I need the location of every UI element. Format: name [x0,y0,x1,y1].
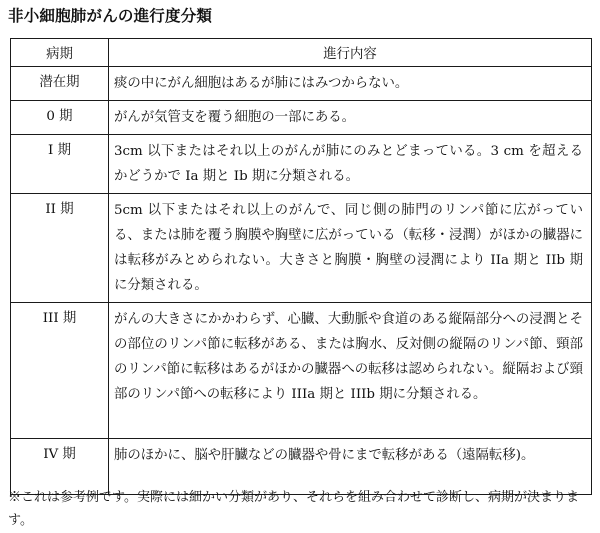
table-row [11,194,592,303]
description-cell: がんの大きさにかかわらず、心臓、大動脈や食道のある縦隔部分への浸潤とその部位のリンパ節に転移がある、または胸水、反対側の縦隔のリンパ節、頸部のリンパ節に転移はあるがほかの臓器への転移は認められない。縦隔および頸部のリンパ節への転移により IIIa 期と IIIb 期に分類される。 [109,303,592,439]
header-description: 進行内容 [109,39,592,67]
description-cell: 3cm 以下またはそれ以上のがんが肺にのみとどまっている。3 cm を超えるかどうかで Ia 期と Ib 期に分類される。 [109,135,592,194]
table-row [11,67,592,101]
table-row [11,303,592,439]
description-cell: 痰の中にがん細胞はあるが肺にはみつからない。 [109,67,592,101]
table-row [11,101,592,135]
stage-cell: IV 期 [11,439,109,495]
description-cell: がんが気管支を覆う細胞の一部にある。 [109,101,592,135]
table-row [11,135,592,194]
stage-cell: I 期 [11,135,109,194]
description-cell: 5cm 以下またはそれ以上のがんで、同じ側の肺門のリンパ節に広がっている、または肺を覆う胸膜や胸壁に広がっている（転移・浸潤）がほかの臓器には転移がみとめられない。大きさと胸膜・胸壁の浸潤により IIa 期と IIb 期に分類される。 [109,194,592,303]
stage-cell: 0 期 [11,101,109,135]
description-cell: 肺のほかに、脳や肝臓などの臓器や骨にまで転移がある（遠隔転移)。 [109,439,592,495]
stage-cell: II 期 [11,194,109,303]
header-stage: 病期 [11,39,109,67]
stage-cell: III 期 [11,303,109,439]
document-title: 非小細胞肺がんの進行度分類 [8,7,213,25]
table-header-row [11,39,592,67]
footnote: ※これは参考例です。実際には細かい分類があり、それらを組み合わせて診断し、病期が決まります。 [8,490,579,528]
stage-table [10,38,592,495]
stage-cell: 潜在期 [11,67,109,101]
